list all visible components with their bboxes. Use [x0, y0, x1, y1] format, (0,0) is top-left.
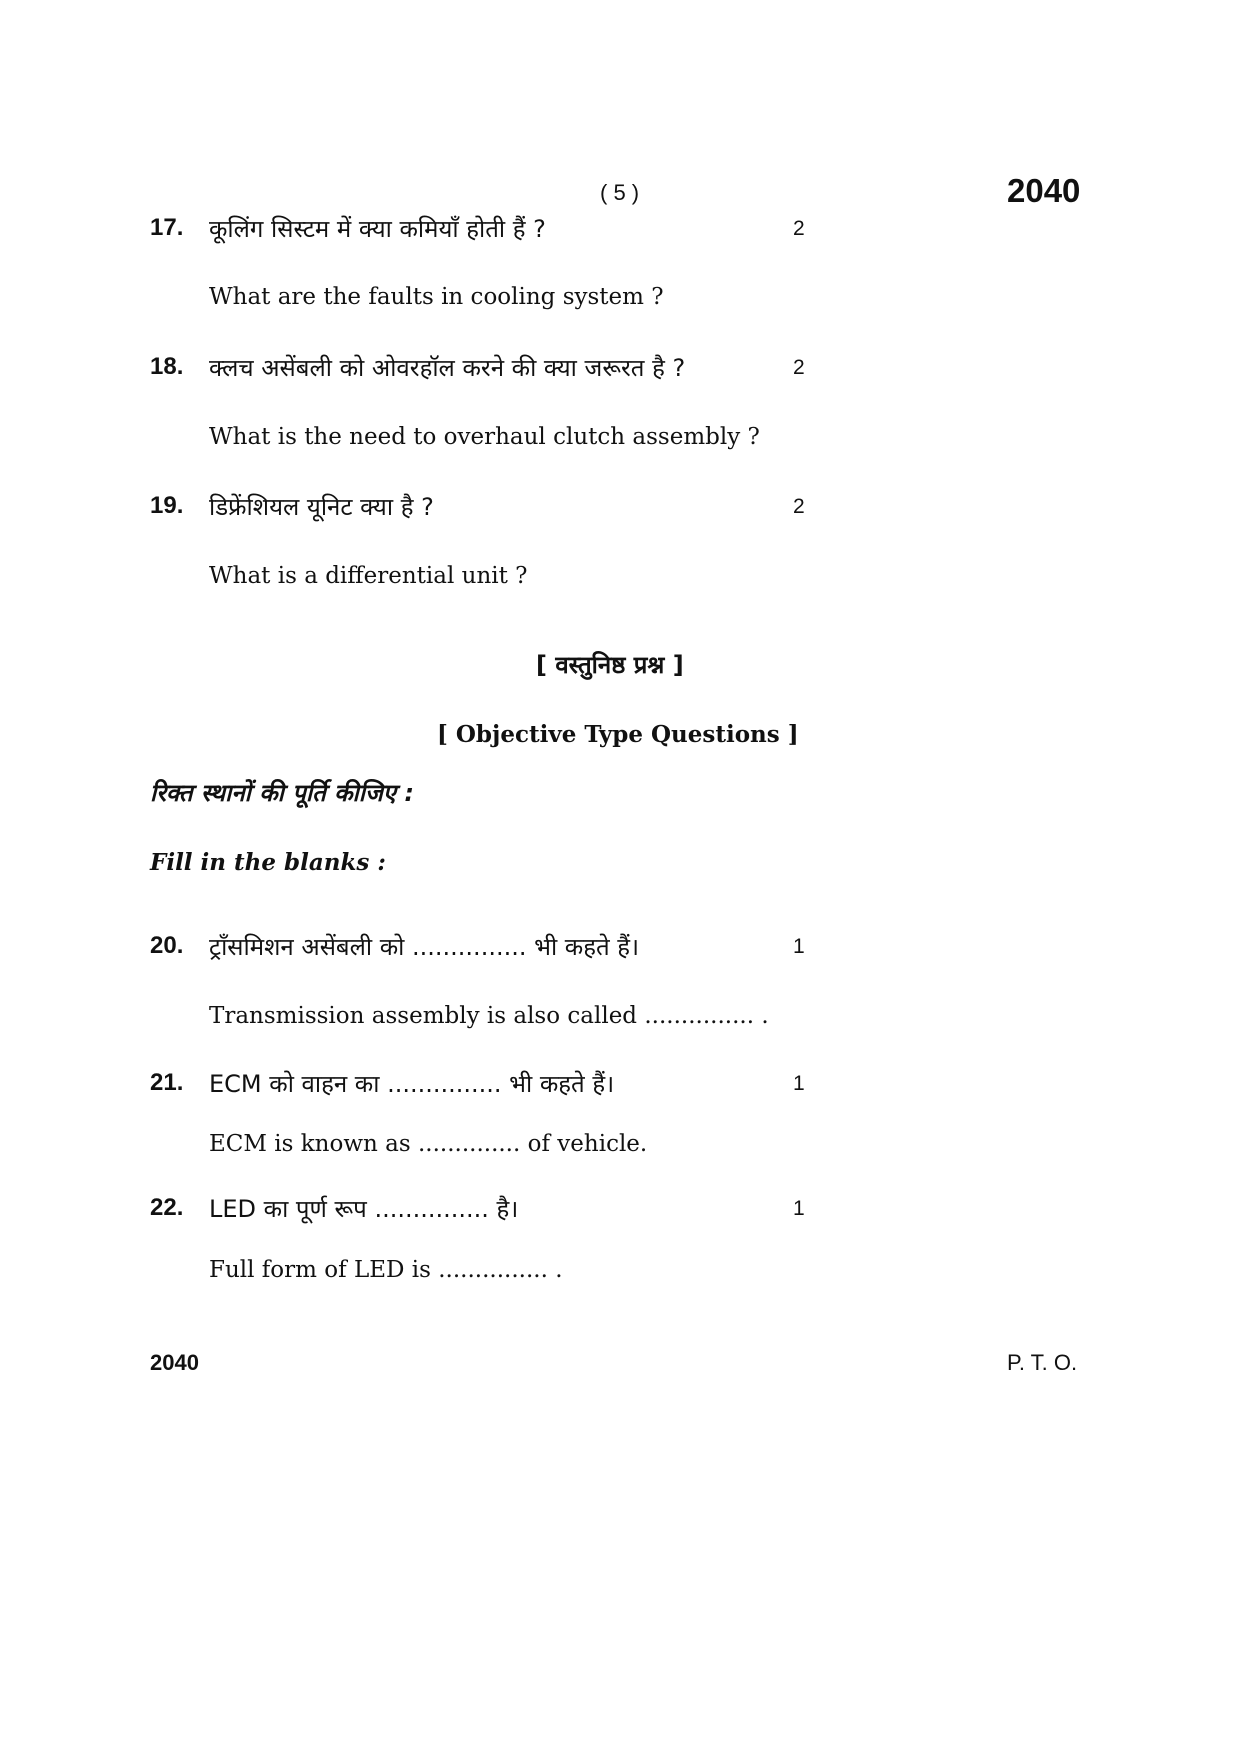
question-number: 19.: [150, 492, 184, 519]
question-marks: 2: [793, 356, 805, 379]
question-text-english: What are the faults in cooling system ?: [209, 284, 664, 310]
question-number: 20.: [150, 932, 184, 959]
question-number: 22.: [150, 1194, 184, 1221]
question-marks: 2: [793, 217, 805, 240]
question-text-english: Full form of LED is ............... .: [209, 1257, 563, 1283]
question-marks: 1: [793, 1197, 805, 1220]
instruction-hindi: रिक्त स्थानों की पूर्ति कीजिए :: [150, 779, 415, 807]
question-text-hindi: ट्राँसमिशन असेंबली को ............... भी कहते हैं।: [209, 933, 640, 961]
question-text-hindi: LED का पूर्ण रूप ............... है।: [209, 1195, 519, 1223]
question-text-english: Transmission assembly is also called ............... .: [209, 1003, 769, 1029]
section-heading-english: [ Objective Type Questions ]: [437, 721, 799, 748]
question-text-hindi: कूलिंग सिस्टम में क्या कमियाँ होती हैं ?: [209, 215, 546, 243]
question-text-english: What is the need to overhaul clutch assembly ?: [209, 424, 760, 450]
page-number: ( 5 ): [600, 180, 640, 205]
question-marks: 1: [793, 935, 805, 958]
paper-code-footer: 2040: [150, 1350, 199, 1375]
question-text-english: What is a differential unit ?: [209, 563, 528, 589]
question-number: 17.: [150, 214, 184, 241]
instruction-english: Fill in the blanks :: [150, 849, 386, 876]
section-heading-hindi: [ वस्तुनिष्ठ प्रश्न ]: [536, 651, 684, 679]
question-text-hindi: क्लच असेंबली को ओवरहॉल करने की क्या जरूरत है ?: [209, 354, 686, 382]
question-marks: 1: [793, 1072, 805, 1095]
question-text-english: ECM is known as .............. of vehicle.: [209, 1131, 648, 1157]
page-turn-indicator: P. T. O.: [1007, 1350, 1078, 1375]
question-text-hindi: डिफ्रेंशियल यूनिट क्या है ?: [209, 493, 434, 521]
question-number: 18.: [150, 353, 184, 380]
paper-code-header: 2040: [1007, 172, 1081, 209]
question-marks: 2: [793, 495, 805, 518]
question-text-hindi: ECM को वाहन का ............... भी कहते हैं।: [209, 1070, 615, 1098]
question-number: 21.: [150, 1069, 184, 1096]
